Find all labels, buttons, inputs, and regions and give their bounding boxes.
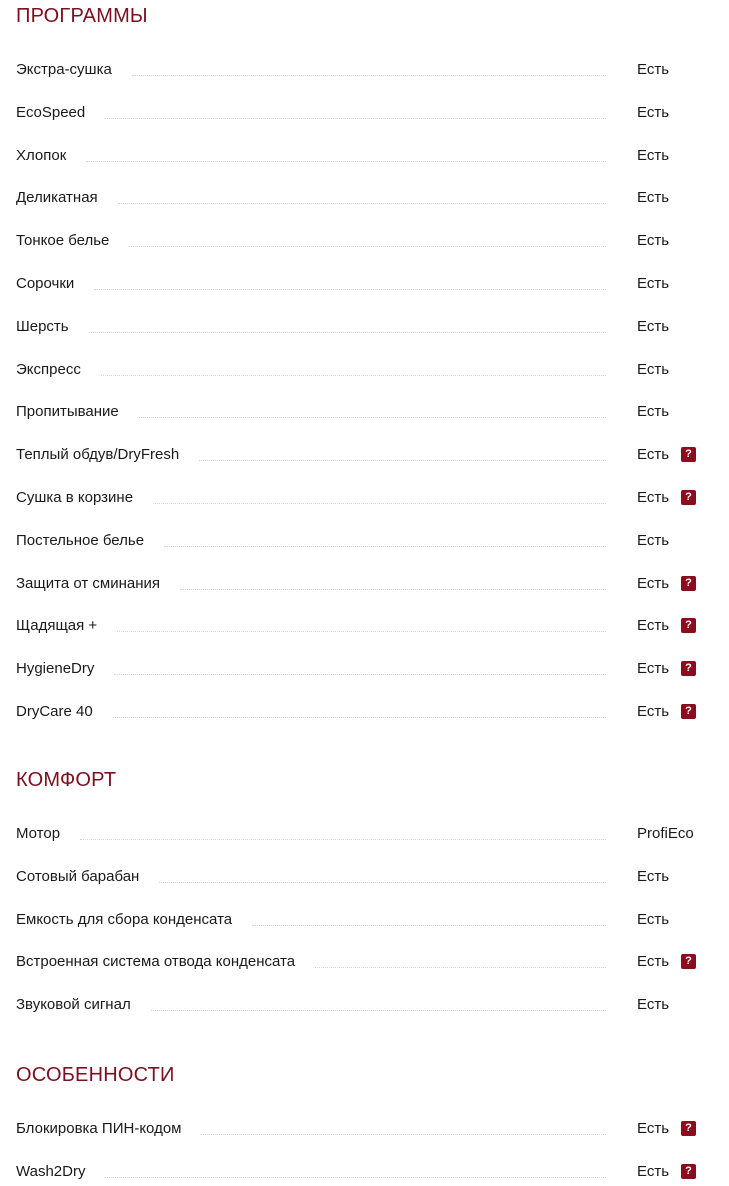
spec-value: Есть xyxy=(637,403,670,420)
dotted-leader xyxy=(180,589,606,590)
spec-label: Экспресс xyxy=(16,361,81,378)
spec-label: Сушка в корзине xyxy=(16,489,134,506)
spec-label: Сорочки xyxy=(16,275,75,292)
spec-value: Есть xyxy=(637,996,670,1013)
spec-row xyxy=(16,231,706,255)
spec-label: Блокировка ПИН-кодом xyxy=(16,1120,182,1137)
help-icon[interactable]: ? xyxy=(681,490,696,505)
spec-value: Есть xyxy=(637,703,670,720)
section-title: ОСОБЕННОСТИ xyxy=(16,1064,175,1086)
spec-row xyxy=(16,659,706,683)
dotted-leader xyxy=(114,674,606,675)
spec-value: Есть xyxy=(637,361,670,378)
dotted-leader xyxy=(151,1010,606,1011)
spec-row xyxy=(16,402,706,426)
dotted-leader xyxy=(153,503,606,504)
spec-label: Пропитывание xyxy=(16,403,119,420)
spec-value: Есть xyxy=(637,489,670,506)
spec-label: HygieneDry xyxy=(16,660,95,677)
help-icon[interactable]: ? xyxy=(681,954,696,969)
help-icon[interactable]: ? xyxy=(681,704,696,719)
dotted-leader xyxy=(118,203,606,204)
spec-row xyxy=(16,360,706,384)
spec-value: Есть xyxy=(637,147,670,164)
spec-label: Защита от сминания xyxy=(16,575,160,592)
spec-row xyxy=(16,488,706,512)
spec-value: ProfiEco xyxy=(637,825,694,842)
spec-row xyxy=(16,317,706,341)
spec-label: Емкость для сбора конденсата xyxy=(16,911,233,928)
spec-label: Постельное белье xyxy=(16,532,145,549)
dotted-leader xyxy=(117,631,606,632)
spec-row xyxy=(16,274,706,298)
spec-label: DryCare 40 xyxy=(16,703,93,720)
dotted-leader xyxy=(159,882,606,883)
spec-value: Есть xyxy=(637,660,670,677)
help-icon[interactable]: ? xyxy=(681,618,696,633)
spec-row xyxy=(16,910,706,934)
dotted-leader xyxy=(252,925,606,926)
dotted-leader xyxy=(164,546,606,547)
spec-row xyxy=(16,867,706,891)
spec-row xyxy=(16,531,706,555)
spec-row xyxy=(16,702,706,726)
dotted-leader xyxy=(101,375,606,376)
dotted-leader xyxy=(113,717,606,718)
spec-value: Есть xyxy=(637,868,670,885)
dotted-leader xyxy=(105,1177,606,1178)
spec-row xyxy=(16,995,706,1019)
dotted-leader xyxy=(199,460,606,461)
spec-row xyxy=(16,60,706,84)
spec-value: Есть xyxy=(637,911,670,928)
spec-label: Звуковой сигнал xyxy=(16,996,131,1013)
spec-label: Мотор xyxy=(16,825,61,842)
help-icon[interactable]: ? xyxy=(681,447,696,462)
spec-value: Есть xyxy=(637,61,670,78)
spec-label: Сотовый барабан xyxy=(16,868,140,885)
spec-label: Хлопок xyxy=(16,147,67,164)
spec-row xyxy=(16,188,706,212)
spec-row xyxy=(16,103,706,127)
spec-value: Есть xyxy=(637,446,670,463)
spec-label: Wash2Dry xyxy=(16,1163,86,1180)
section-title: КОМФОРТ xyxy=(16,769,117,791)
spec-row xyxy=(16,824,706,848)
dotted-leader xyxy=(89,332,606,333)
spec-label: Шерсть xyxy=(16,318,69,335)
dotted-leader xyxy=(105,118,606,119)
spec-row xyxy=(16,1162,706,1186)
dotted-leader xyxy=(86,161,606,162)
dotted-leader xyxy=(139,417,606,418)
dotted-leader xyxy=(132,75,606,76)
spec-label: EcoSpeed xyxy=(16,104,86,121)
help-icon[interactable]: ? xyxy=(681,661,696,676)
dotted-leader xyxy=(201,1134,606,1135)
spec-value: Есть xyxy=(637,1163,670,1180)
spec-value: Есть xyxy=(637,189,670,206)
dotted-leader xyxy=(94,289,606,290)
spec-label: Экстра-сушка xyxy=(16,61,112,78)
spec-value: Есть xyxy=(637,232,670,249)
spec-label: Деликатная xyxy=(16,189,98,206)
spec-row xyxy=(16,616,706,640)
help-icon[interactable]: ? xyxy=(681,1164,696,1179)
spec-value: Есть xyxy=(637,532,670,549)
spec-row xyxy=(16,445,706,469)
spec-row xyxy=(16,146,706,170)
spec-label: Встроенная система отвода конденсата xyxy=(16,953,296,970)
spec-value: Есть xyxy=(637,318,670,335)
spec-value: Есть xyxy=(637,275,670,292)
spec-label: Теплый обдув/DryFresh xyxy=(16,446,180,463)
spec-row xyxy=(16,1119,706,1143)
section-title: ПРОГРАММЫ xyxy=(16,5,148,27)
dotted-leader xyxy=(80,839,606,840)
spec-value: Есть xyxy=(637,953,670,970)
spec-value: Есть xyxy=(637,1120,670,1137)
help-icon[interactable]: ? xyxy=(681,1121,696,1136)
dotted-leader xyxy=(315,967,606,968)
help-icon[interactable]: ? xyxy=(681,576,696,591)
spec-label: Щадящая + xyxy=(16,617,98,634)
dotted-leader xyxy=(129,246,606,247)
spec-value: Есть xyxy=(637,104,670,121)
spec-value: Есть xyxy=(637,617,670,634)
spec-value: Есть xyxy=(637,575,670,592)
spec-label: Тонкое белье xyxy=(16,232,110,249)
spec-row xyxy=(16,574,706,598)
spec-row xyxy=(16,952,706,976)
